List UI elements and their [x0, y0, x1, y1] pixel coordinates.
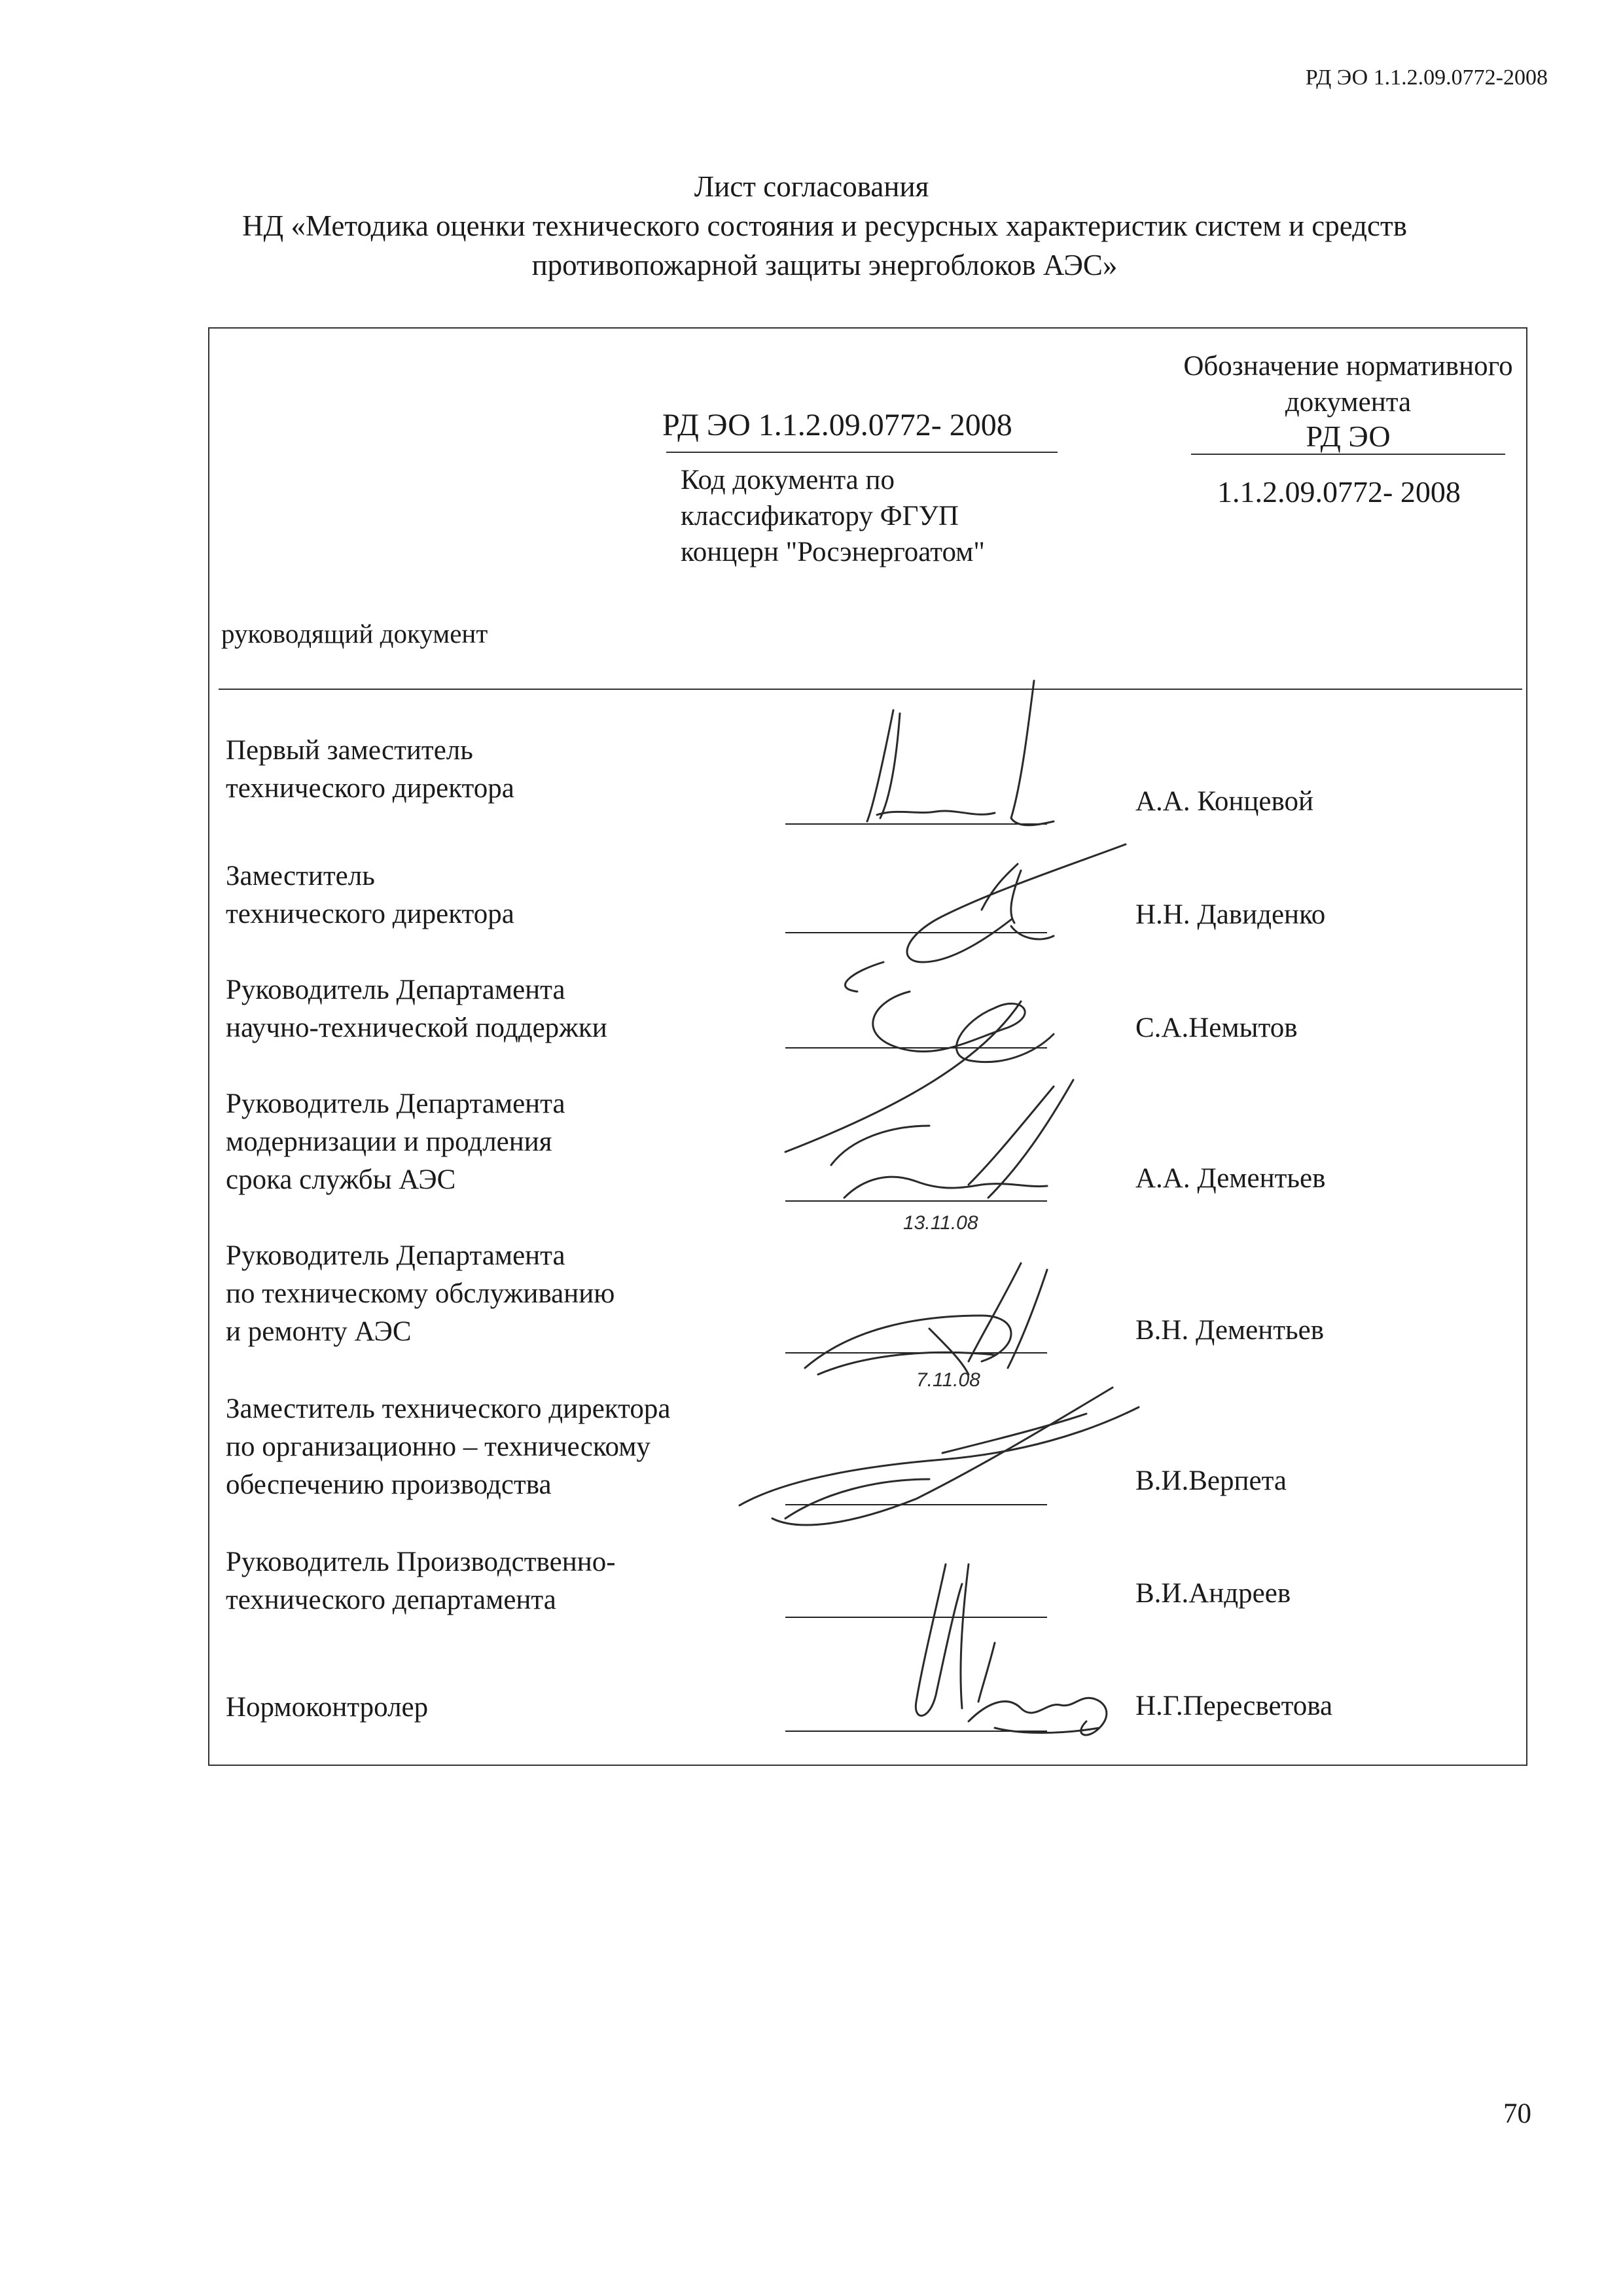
signatory-position: Нормоконтролер	[226, 1692, 429, 1723]
signature-line	[785, 932, 1047, 933]
signature-line	[785, 1617, 1047, 1618]
signatory-name: С.А.Немытов	[1135, 1013, 1298, 1043]
signature-date-2: 7.11.08	[916, 1369, 980, 1391]
signatory-name: А.А. Концевой	[1135, 786, 1314, 817]
signature-date-1: 13.11.08	[903, 1212, 978, 1234]
signatory-position: Заместитель технического директора	[226, 861, 514, 929]
signatory-name: В.И.Верпета	[1135, 1465, 1287, 1496]
signature-line	[785, 823, 1047, 825]
signatory-name: Н.Г.Пересветова	[1135, 1691, 1333, 1721]
signatory-position: Первый заместитель технического директора	[226, 735, 514, 804]
document-code: РД ЭО 1.1.2.09.0772- 2008	[662, 408, 1012, 442]
signature-line	[785, 1504, 1047, 1505]
signature-line	[785, 1200, 1047, 1202]
title-block	[0, 167, 1623, 285]
signatory-position: Руководитель Департамента по техническому обслуживанию и ремонту АЭС	[226, 1240, 615, 1347]
page-number: 70	[1503, 2098, 1531, 2129]
signatory-name: В.И.Андреев	[1135, 1578, 1291, 1609]
document-title-line-1: НД «Методика оценки технического состояния и ресурсных характеристик систем и средств	[242, 209, 1407, 242]
document-title-line-2: противопожарной защиты энергоблоков АЭС»	[531, 249, 1118, 281]
sheet-title: Лист согласования	[694, 170, 929, 203]
signatory-name: А.А. Дементьев	[1135, 1163, 1326, 1194]
designation-number: 1.1.2.09.0772- 2008	[1217, 475, 1461, 509]
signatory-name: В.Н. Дементьев	[1135, 1315, 1325, 1346]
signature-line	[785, 1352, 1047, 1354]
signatory-position: Руководитель Департамента модернизации и продления срока службы АЭС	[226, 1088, 565, 1195]
signatory-name: Н.Н. Давиденко	[1135, 899, 1326, 930]
signatory-position: Заместитель технического директора по организационно – техническому обеспечению производства	[226, 1393, 671, 1500]
signatory-position: Руководитель Производственно- технического департамента	[226, 1547, 616, 1615]
document-header-code: РД ЭО 1.1.2.09.0772-2008	[1305, 65, 1548, 90]
designation-value: РД ЭО	[1191, 419, 1505, 455]
signature-line	[785, 1731, 1047, 1732]
designation-label: Обозначение нормативного документа	[1183, 351, 1513, 418]
document-code-underline	[666, 452, 1058, 453]
signature-line	[785, 1047, 1047, 1049]
signatory-position: Руководитель Департамента научно-технической поддержки	[226, 975, 607, 1043]
document-type-rule	[219, 689, 1522, 690]
document-type: руководящий документ	[221, 619, 488, 649]
document-code-caption: Код документа по классификатору ФГУП концерн "Росэнергоатом"	[681, 465, 985, 567]
